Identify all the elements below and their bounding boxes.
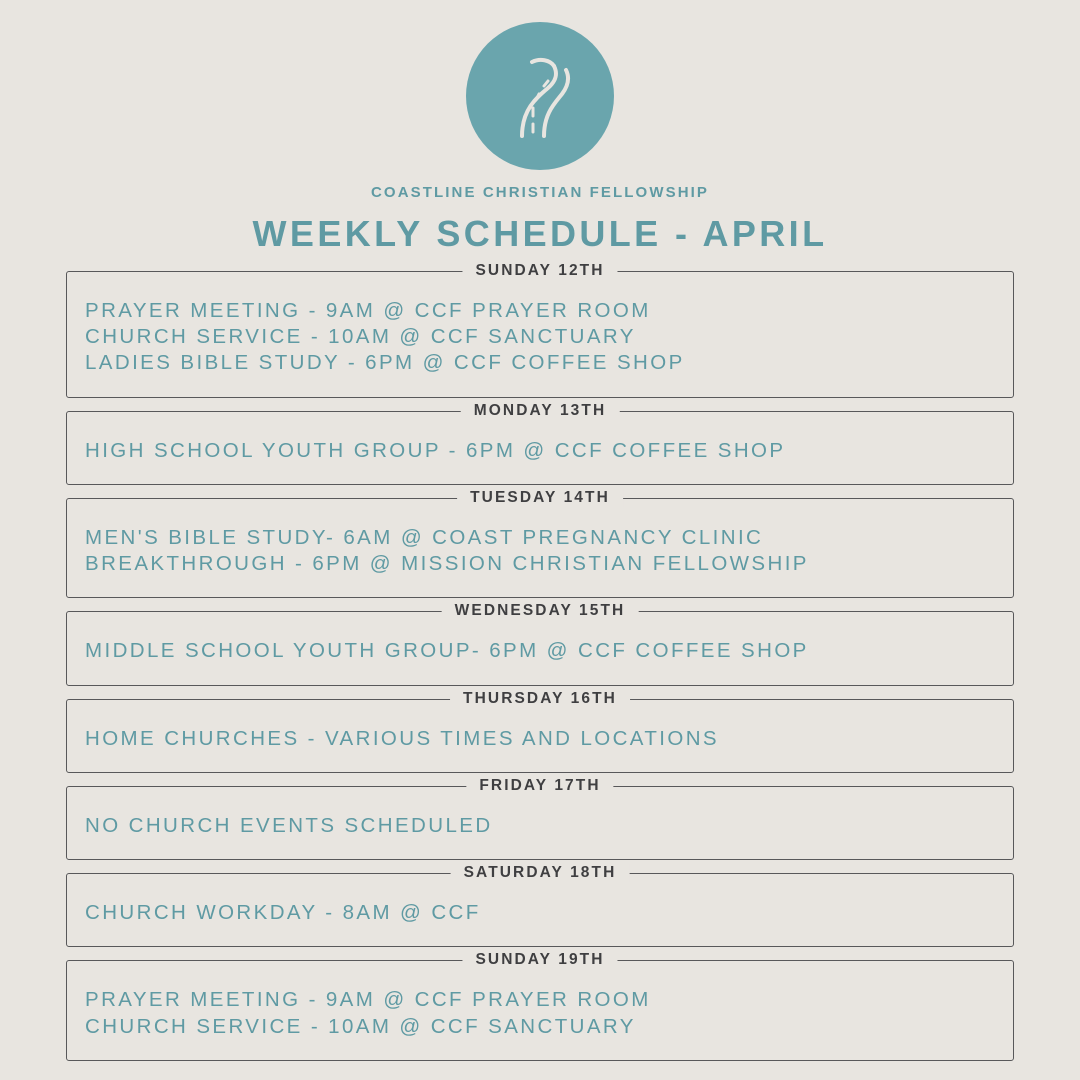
winding-road-icon (492, 48, 588, 144)
day-label: WEDNESDAY 15TH (442, 602, 639, 620)
day-events (66, 786, 1014, 860)
day-events (66, 271, 1014, 398)
day-block (66, 401, 1014, 485)
event-item: LADIES BIBLE STUDY - 6PM @ CCF COFFEE SHOP (85, 351, 685, 375)
event-item: CHURCH SERVICE - 10AM @ CCF SANCTUARY (85, 1014, 636, 1038)
day-events (66, 498, 1014, 598)
logo (466, 22, 614, 170)
event-item: CHURCH WORKDAY - 8AM @ CCF (85, 901, 481, 925)
day-block (66, 864, 1014, 947)
day-block (66, 488, 1014, 598)
day-label: TUESDAY 14TH (457, 489, 623, 507)
day-events (66, 699, 1014, 773)
page-title: WEEKLY SCHEDULE - APRIL (252, 213, 828, 254)
event-item: MIDDLE SCHOOL YOUTH GROUP- 6PM @ CCF COFFEE SHOP (85, 639, 809, 663)
event-item: CHURCH SERVICE - 10AM @ CCF SANCTUARY (85, 325, 636, 349)
day-block (66, 689, 1014, 773)
day-events (66, 611, 1014, 685)
day-block (66, 776, 1014, 860)
schedule-list (0, 262, 1080, 1061)
event-item: MEN'S BIBLE STUDY- 6AM @ COAST PREGNANCY CLINIC (85, 525, 764, 549)
brand-name: COASTLINE CHRISTIAN FELLOWSHIP (371, 184, 709, 201)
day-label: SUNDAY 19TH (462, 951, 617, 969)
day-label: FRIDAY 17TH (466, 777, 613, 795)
event-item: NO CHURCH EVENTS SCHEDULED (85, 813, 493, 837)
day-label: SUNDAY 12TH (462, 262, 617, 280)
event-item: PRAYER MEETING - 9AM @ CCF PRAYER ROOM (85, 988, 651, 1012)
day-label: THURSDAY 16TH (450, 690, 630, 708)
day-events (66, 411, 1014, 485)
day-events (66, 873, 1014, 947)
day-label: MONDAY 13TH (461, 402, 620, 420)
day-block (66, 602, 1014, 685)
event-item: PRAYER MEETING - 9AM @ CCF PRAYER ROOM (85, 299, 651, 322)
day-events (66, 960, 1014, 1060)
event-item: HIGH SCHOOL YOUTH GROUP - 6PM @ CCF COFFEE SHOP (85, 438, 786, 462)
day-block (66, 262, 1014, 398)
event-item: BREAKTHROUGH - 6PM @ MISSION CHRISTIAN FELLOWSHIP (85, 552, 809, 576)
poster-header (0, 0, 1080, 255)
day-block (66, 951, 1014, 1060)
day-label: SATURDAY 18TH (451, 864, 630, 882)
event-item: HOME CHURCHES - VARIOUS TIMES AND LOCATIONS (85, 726, 719, 750)
